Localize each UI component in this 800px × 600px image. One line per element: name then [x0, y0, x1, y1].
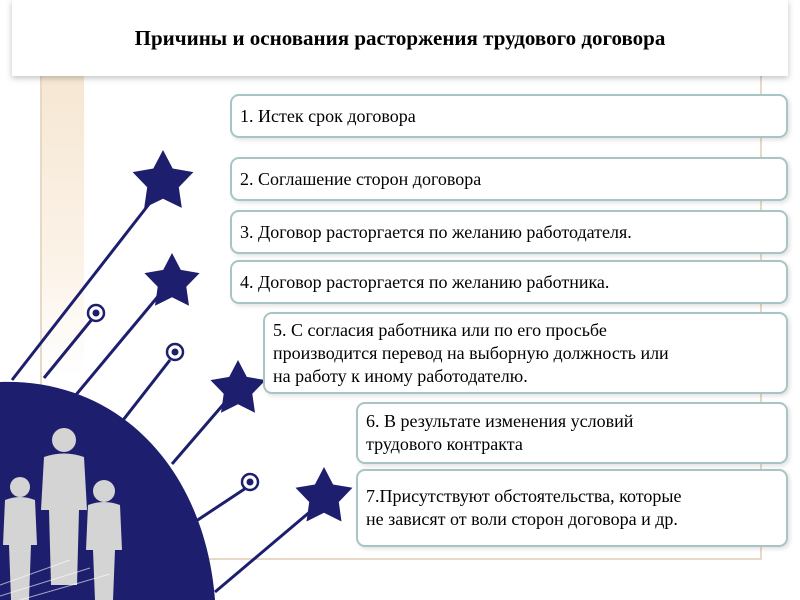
- reason-text-7: 7.Присутствуют обстоятельства, которые не зависят от воли сторон договора и др.: [366, 486, 682, 529]
- star-icon: [133, 150, 194, 208]
- reason-box-1: [230, 94, 788, 138]
- star-icon: [210, 360, 265, 413]
- reason-text-1: 1. Истек срок договора: [240, 105, 416, 126]
- reason-text-2: 2. Соглашение сторон договора: [240, 168, 482, 189]
- star-icon: [144, 253, 199, 306]
- reason-box-6: [356, 402, 788, 464]
- reason-text-3: 3. Договор расторгается по желанию работодателя.: [240, 221, 632, 242]
- reason-box-2: [230, 157, 788, 201]
- reason-text-5: 5. С согласия работника или по его просьбе производится перевод на выборную должность или на работу к иному работодателю.: [273, 319, 669, 386]
- reason-box-4: [230, 260, 788, 304]
- title-bar: [12, 0, 788, 76]
- target-ring-icon: [242, 474, 258, 490]
- reason-box-7: [356, 469, 788, 547]
- target-ring-icon: [88, 305, 104, 321]
- page-title: Причины и основания расторжения трудового договора: [134, 25, 666, 50]
- reason-box-3: [230, 210, 788, 254]
- reason-text-6: 6. В результате изменения условий трудового контракта: [366, 411, 634, 454]
- reason-text-4: 4. Договор расторгается по желанию работника.: [240, 271, 610, 292]
- star-icon: [296, 467, 353, 522]
- target-ring-icon: [167, 344, 183, 360]
- reason-box-5: [263, 312, 788, 394]
